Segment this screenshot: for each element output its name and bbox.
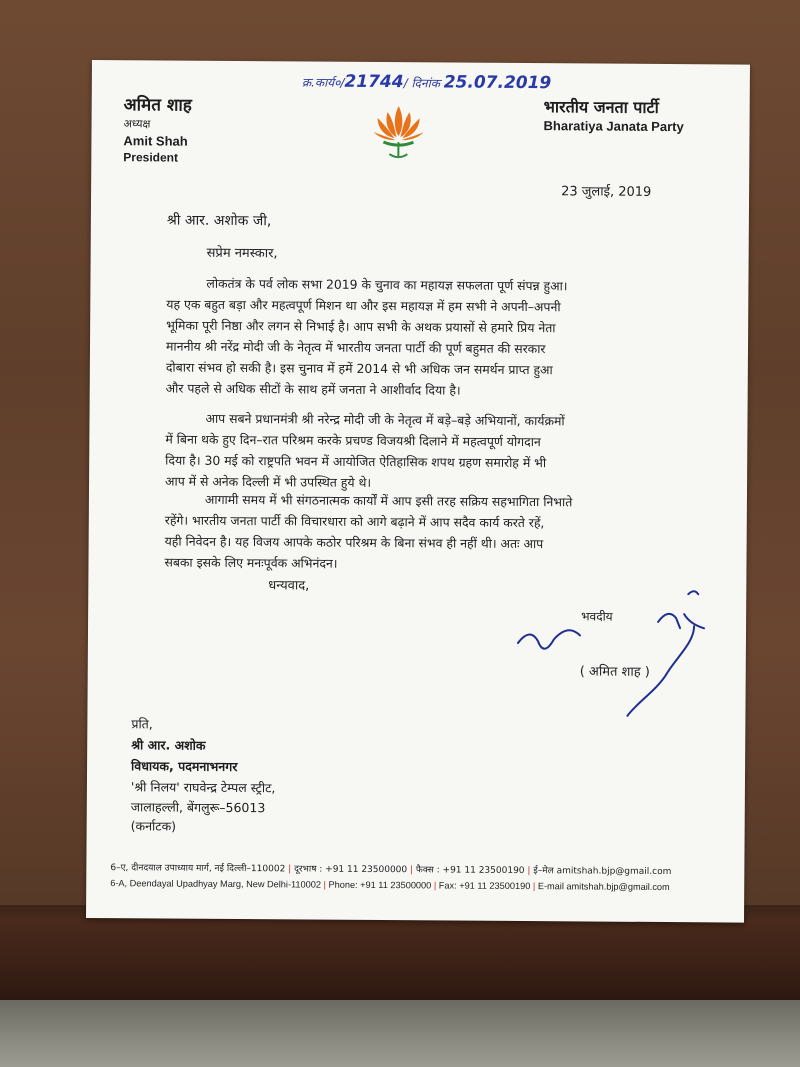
footer-english: 6-A, Deendayal Upadhyay Marg, New Delhi-110002 | Phone: +91 11 23500000 | Fax: +91 11 23500190 | E-mail amitshah.bjp@gmail.com <box>110 878 670 893</box>
paragraph-line: लोकतंत्र के पर्व लोक सभा 2019 के चुनाव का महायज्ञ सफलता पूर्ण संपन्न हुआ। <box>206 275 568 294</box>
recipient-address-line-1: 'श्री निलय' राघवेन्द्र टेम्पल स्ट्रीट, <box>130 779 276 796</box>
recipient-address-line-3: (कर्नाटक) <box>130 818 177 834</box>
footer-phone-english: Phone: +91 11 23500000 <box>328 879 432 891</box>
footer-address-english: 6-A, Deendayal Upadhyay Marg, New Delhi-110002 <box>110 878 322 890</box>
handwritten-signature <box>507 583 708 724</box>
paragraph-line: आप सबने प्रधानमंत्री श्री नरेन्द्र मोदी जी के नेतृत्व में बड़े–बड़े अभियानों, कार्यक्रमों <box>205 410 565 429</box>
sender-name-hindi: अमित शाह <box>123 95 192 116</box>
paragraph-line: दिया है। 30 मई को राष्ट्रपति भवन में आयोजित ऐतिहासिक शपथ ग्रहण समारोह में भी <box>165 452 547 471</box>
recipient-designation: विधायक, पदमनाभनगर <box>131 758 238 775</box>
sender-title-hindi: अध्यक्ष <box>123 117 151 131</box>
greeting: सप्रेम नमस्कार, <box>206 245 278 262</box>
party-name-hindi: भारतीय जनता पार्टी <box>543 97 659 117</box>
footer-phone-hindi: दूरभाष : +91 11 23500000 <box>294 864 408 876</box>
body-paragraph-3 <box>164 489 685 577</box>
paragraph-line: रहेंगे। भारतीय जनता पार्टी की विचारधारा को आगे बढ़ाने में आप सदैव कार्य करते रहें, <box>164 512 545 531</box>
sender-name-english: Amit Shah <box>123 133 188 149</box>
sender-title-english: President <box>123 150 179 165</box>
paragraph-line: आप में से अनेक दिल्ली में भी उपस्थित हुये थे। <box>165 473 372 490</box>
footer-fax-english: Fax: +91 11 23500190 <box>438 880 531 892</box>
party-name-english: Bharatiya Janata Party <box>543 118 684 135</box>
paragraph-line: यही निवेदन है। यह विजय आपके कठोर परिश्रम के बिना संभव ही नहीं थी। अतः आप <box>164 533 544 552</box>
paragraph-line: में बिना थके हुए दिन–रात परिश्रम करके प्रचण्ड विजयश्री दिलाने में महत्वपूर्ण योगदान <box>165 431 541 450</box>
paragraph-line: भूमिका पूरी निष्ठा और लगन से निभाई है। आप सभी के अथक प्रयासों से हमारे प्रिय नेता <box>166 317 556 336</box>
letter-date: 23 जुलाई, 2019 <box>561 184 652 200</box>
salutation: श्री आर. अशोक जी, <box>166 212 272 230</box>
closing-thanks: धन्यवाद, <box>268 578 310 594</box>
recipient-address-line-2: जालाहल्ली, बेंगलुरू–56013 <box>130 799 266 816</box>
footer-address-hindi: 6–ए, दीनदयाल उपाध्याय मार्ग, नई दिल्ली–110002 <box>110 863 286 875</box>
signatory-name: ( अमित शाह ) <box>579 664 650 680</box>
paragraph-line: माननीय श्री नरेंद्र मोदी जी के नेतृत्व में भारतीय जनता पार्टी की पूर्ण बहुमत की सरकार <box>165 338 546 357</box>
lotus-emblem-icon <box>369 102 427 162</box>
letter-paper <box>86 60 750 923</box>
footer-email-hindi: ई–मेल amitshah.bjp@gmail.com <box>533 866 672 878</box>
body-paragraph-2 <box>165 408 686 496</box>
paragraph-line: यह एक बहुत बड़ा और महत्वपूर्ण मिशन था और इस महायज्ञ में हम सभी ने अपनी–अपनी <box>166 296 561 315</box>
to-label: प्रति, <box>131 716 153 732</box>
paragraph-line: सबका इसके लिए मनःपूर्वक अभिनंदन। <box>164 554 338 571</box>
footer-hindi: 6–ए, दीनदयाल उपाध्याय मार्ग, नई दिल्ली–110002 | दूरभाष : +91 11 23500000 | फैक्स : +91 11 23500190 | ई–मेल amitshah.bjp@gmail.com <box>110 863 672 878</box>
recipient-name: श्री आर. अशोक <box>131 737 206 753</box>
paragraph-line: और पहले से अधिक सीटों के साथ हमें जनता ने आशीर्वाद दिया है। <box>165 380 461 398</box>
footer-fax-hindi: फैक्स : +91 11 23500190 <box>415 865 525 877</box>
body-paragraph-1 <box>166 273 687 403</box>
footer-email-english: E-mail amitshah.bjp@gmail.com <box>537 881 670 893</box>
reference-number: क्र.कार्य०/21744/ दिनांक 25.07.2019 <box>301 71 552 94</box>
paragraph-line: आगामी समय में भी संगठनात्मक कार्यों में आप इसी तरह सक्रिय सहभागिता निभाते <box>204 491 573 510</box>
floor <box>0 1000 800 1067</box>
yours-sincerely: भवदीय <box>581 609 613 624</box>
paragraph-line: दोबारा संभव हो सकी है। इस चुनाव में हमें 2014 से भी अधिक जन समर्थन प्राप्त हुआ <box>165 359 553 378</box>
